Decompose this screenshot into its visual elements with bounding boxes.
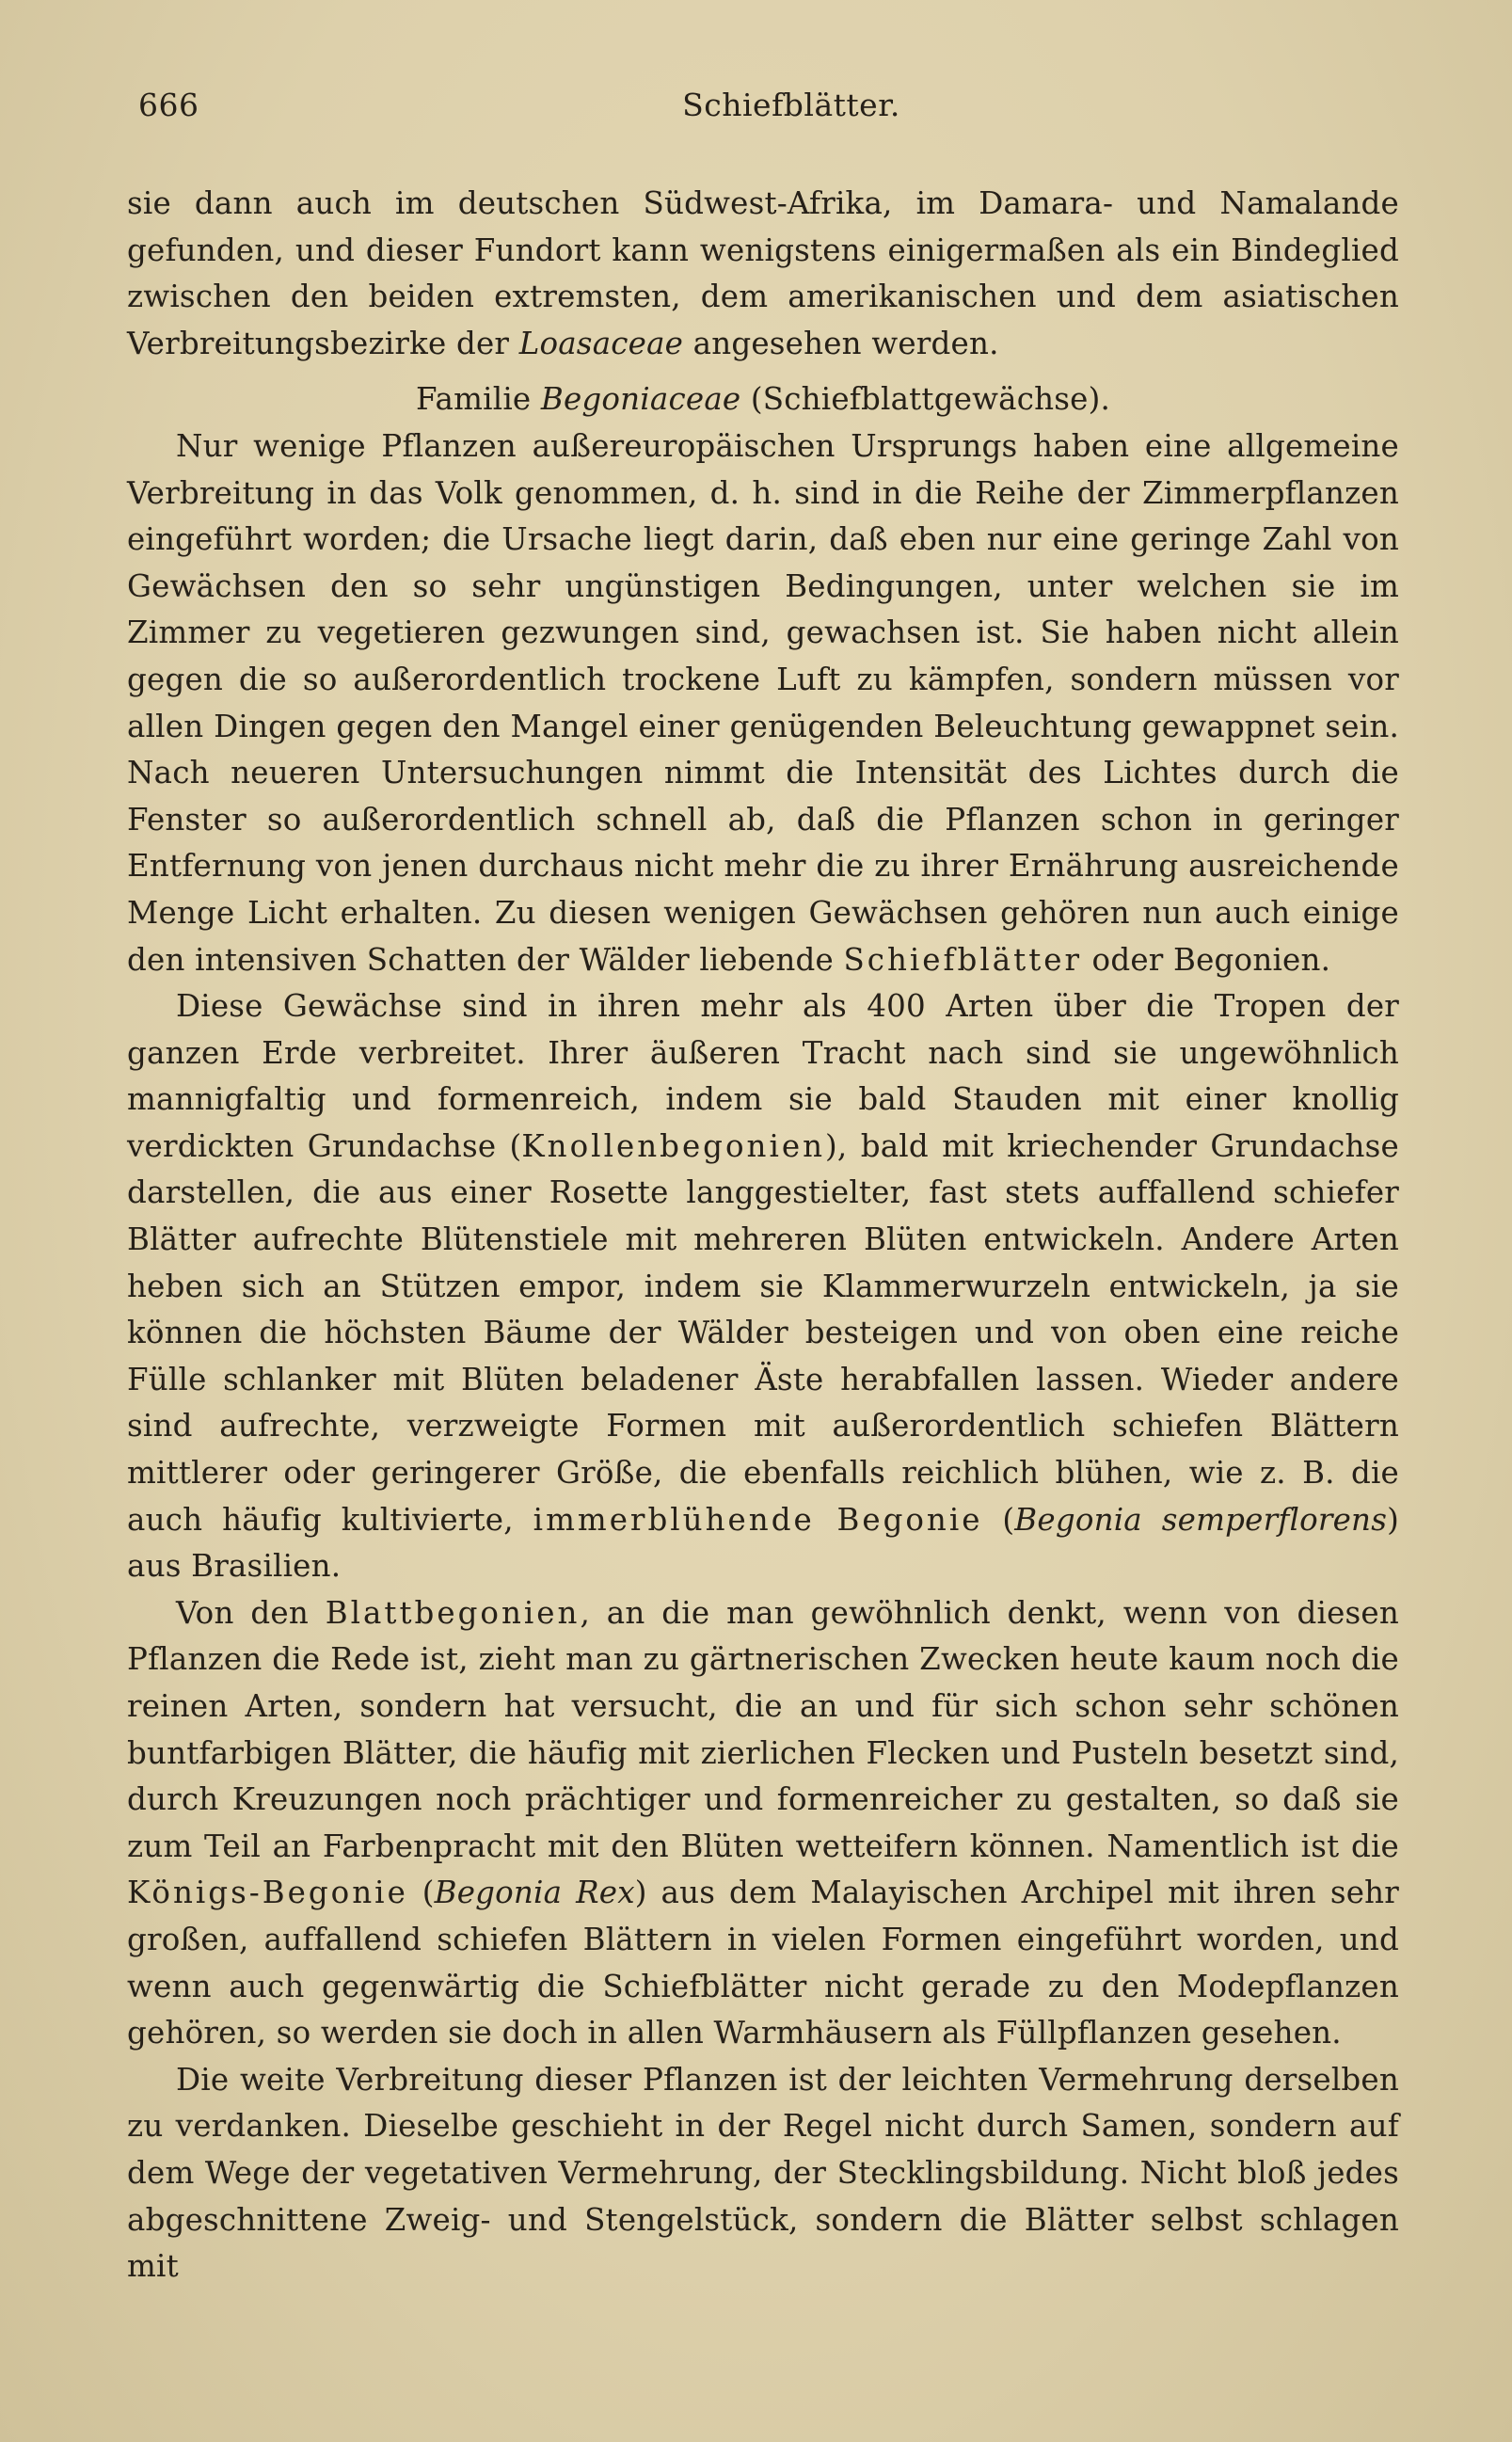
text-run: sie dann auch im deutschen Südwest-Afrika, im Damara- und Namalande gefunden, und dieser Fundort kann wenigstens einigermaßen als ein Bindeglied zwischen den beiden extremsten, dem amerikanischen und dem asiatischen Verbreitungsbezirke der <box>127 185 1399 361</box>
spaced-term: Blattbegonien <box>325 1594 581 1631</box>
text-run: ) aus Brasilien. <box>127 1501 1399 1585</box>
page-number: 666 <box>138 87 199 123</box>
latin-term: Begoniaceae <box>540 381 741 418</box>
page-body <box>127 181 1399 2290</box>
text-run: oder Begonien. <box>1082 941 1331 978</box>
text-run: ( <box>982 1501 1015 1538</box>
latin-term: Loasaceae <box>518 325 684 361</box>
page-header <box>127 87 1399 143</box>
spaced-term: immerblühende Begonie <box>533 1501 983 1538</box>
text-run: ), bald mit kriechender Grundachse darstellen, die aus einer Rosette langgestielter, fast stets auffallend schiefer Blätter aufrechte Blütenstiele mit mehreren Blüten entwickeln. Andere Arten heben sich an Stützen empor, indem sie Klammerwurzeln entwickeln, ja sie können die höchsten Bäume der Wälder besteigen und von oben eine reiche Fülle schlanker mit Blüten beladener Äste herabfallen lassen. Wieder andere sind aufrechte, verzweigte Formen mit außerordentlich schiefen Blättern mittlerer oder geringerer Größe, die ebenfalls reichlich blühen, wie z. B. die auch häufig kultivierte, <box>127 1127 1399 1538</box>
spaced-term: Schiefblätter <box>843 941 1083 978</box>
text-run: Die weite Verbreitung dieser Pflanzen ist der leichten Vermehrung derselben zu verdanken. Dieselbe geschieht in der Regel nicht durch Samen, sondern auf dem Wege der vegetativen Vermehrung, der Stecklingsbildung. Nicht bloß jedes abgeschnittene Zweig- und Stengelstück, sondern die Blätter selbst schlagen mit <box>127 2061 1399 2285</box>
paragraph <box>127 2057 1399 2290</box>
paragraph <box>127 423 1399 983</box>
text-run: Familie <box>416 381 541 418</box>
paragraph <box>127 1590 1399 2057</box>
text-run: ) aus dem Malayischen Archipel mit ihren sehr großen, auffallend schiefen Blättern in vielen Formen eingeführt worden, und wenn auch gegenwärtig die Schiefblätter nicht gerade zu den Modepflanzen gehören, so werden sie doch in allen Warmhäusern als Füllpflanzen gesehen. <box>127 1875 1399 2051</box>
spaced-term: Knollenbegonien <box>521 1127 826 1164</box>
text-run: Nur wenige Pflanzen außereuropäischen Ursprungs haben eine allgemeine Verbreitung in das Volk genommen, d. h. sind in die Reihe der Zimmerpflanzen eingeführt worden; die Ursache liegt darin, daß eben nur eine geringe Zahl von Gewächsen den so sehr ungünstigen Bedingungen, unter welchen sie im Zimmer zu vegetieren gezwungen sind, gewachsen ist. Sie haben nicht allein gegen die so außerordentlich trockene Luft zu kämpfen, sondern müssen vor allen Dingen gegen den Mangel einer genügenden Beleuchtung gewappnet sein. Nach neueren Untersuchungen nimmt die Intensität des Lichtes durch die Fenster so außerordentlich schnell ab, daß die Pflanzen schon in geringer Entfernung von jenen durchaus nicht mehr die zu ihrer Ernährung ausreichende Menge Licht erhalten. Zu diesen wenigen Gewächsen gehören nun auch einige den intensiven Schatten der Wälder liebende <box>127 427 1399 978</box>
running-head: Schiefblätter. <box>682 87 900 123</box>
text-run: Von den <box>176 1594 326 1631</box>
section-heading <box>127 376 1399 423</box>
paragraph <box>127 983 1399 1590</box>
latin-term: Begonia semperflorens <box>1014 1501 1388 1538</box>
text-run: ( <box>407 1875 435 1911</box>
text-run: (Schiefblattgewächse). <box>740 381 1110 418</box>
latin-term: Begonia Rex <box>434 1875 635 1911</box>
text-run: angesehen werden. <box>683 325 999 361</box>
spaced-term: Königs-Begonie <box>127 1875 408 1911</box>
text-run: , an die man gewöhnlich denkt, wenn von diesen Pflanzen die Rede ist, zieht man zu gärtnerischen Zwecken heute kaum noch die reinen Arten, sondern hat versucht, die an und für sich schon sehr schönen buntfarbigen Blätter, die häufig mit zierlichen Flecken und Pusteln besetzt sind, durch Kreuzungen noch prächtiger und formenreicher zu gestalten, so daß sie zum Teil an Farbenpracht mit den Blüten wetteifern können. Namentlich ist die <box>127 1594 1399 1864</box>
paragraph-continuation <box>127 181 1399 367</box>
text-run: Diese Gewächse sind in ihren mehr als 400 Arten über die Tropen der ganzen Erde verbreitet. Ihrer äußeren Tracht nach sind sie ungewöhnlich mannigfaltig und formenreich, indem sie bald Stauden mit einer knollig verdickten Grundachse ( <box>127 988 1399 1164</box>
